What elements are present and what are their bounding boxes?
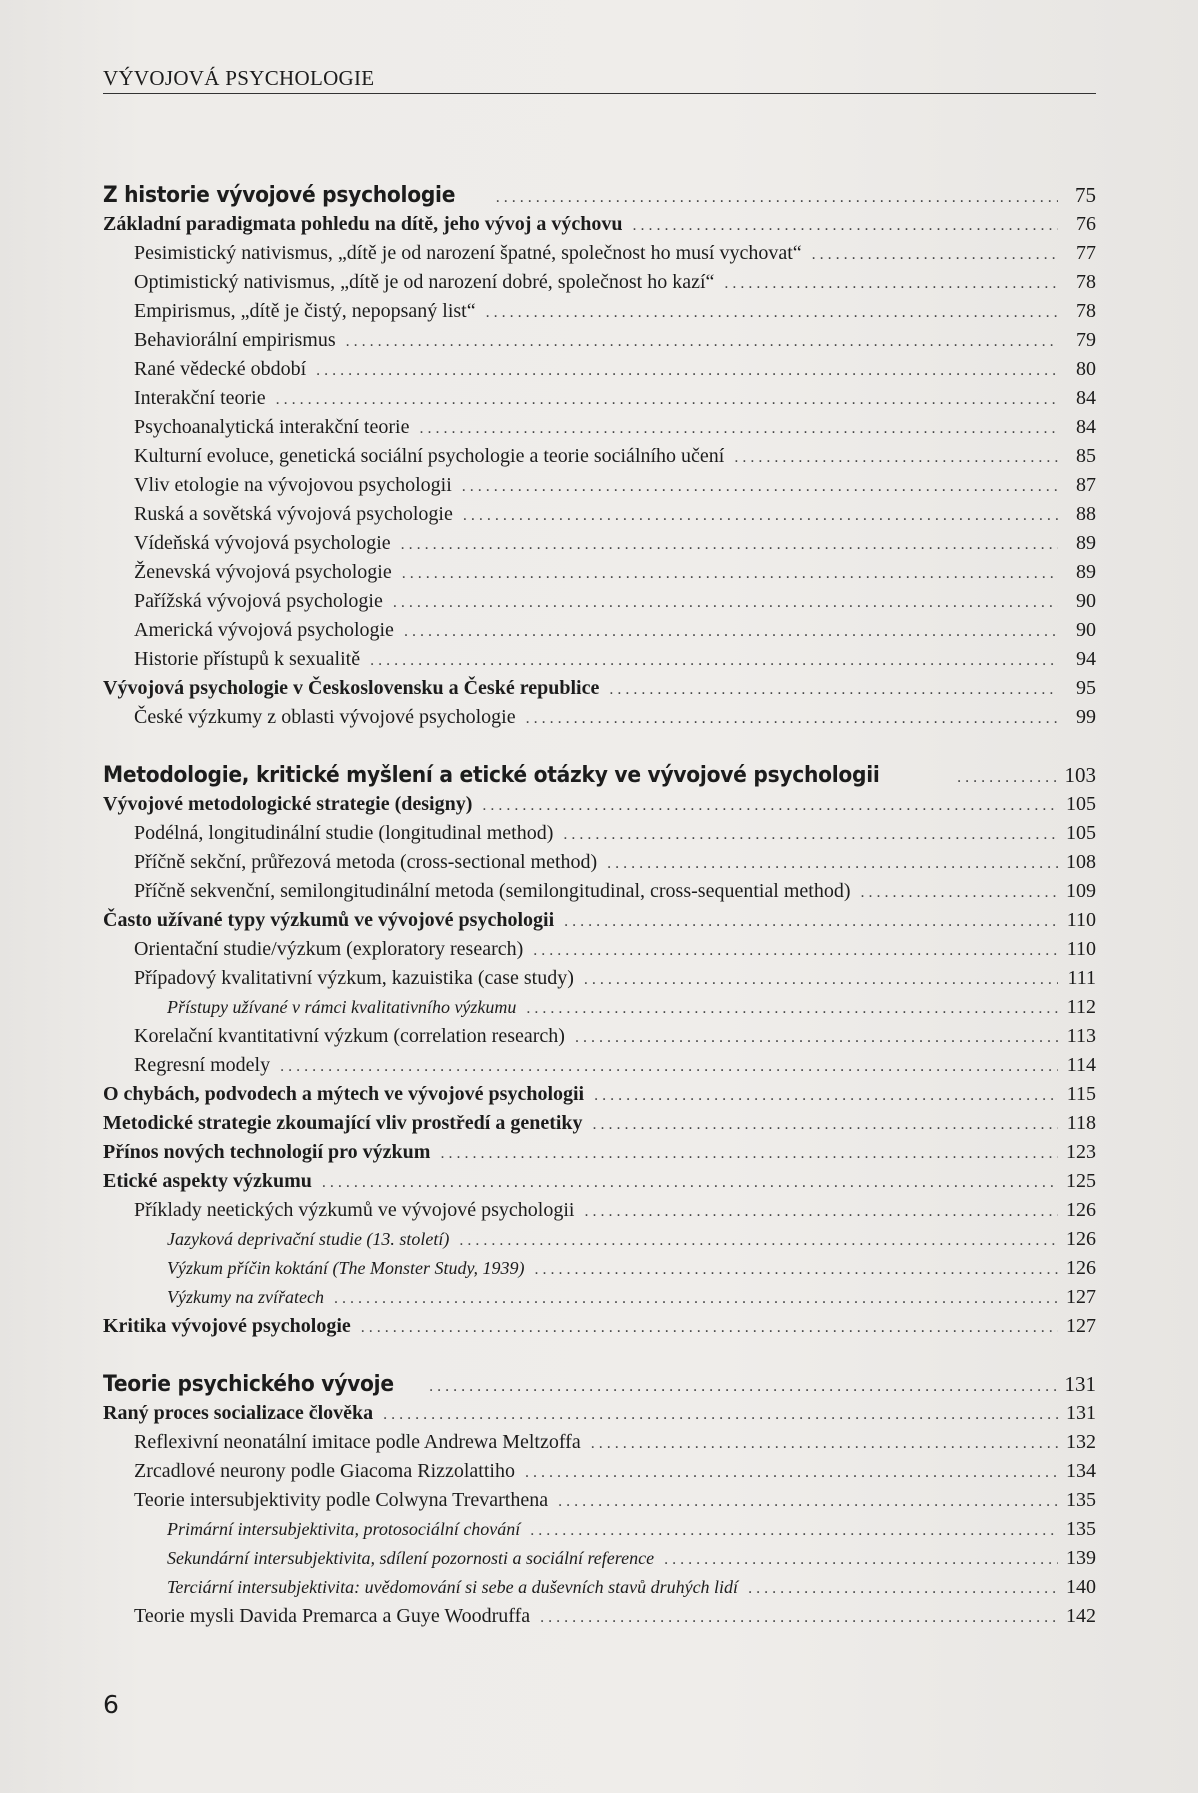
dot-leader (584, 1197, 1058, 1226)
toc-subsubsection-title: Výzkumy na zvířatech (167, 1287, 324, 1307)
toc-subsubsection-page: 139 (1066, 1547, 1096, 1569)
dot-leader (496, 183, 1058, 212)
toc-subsection (103, 1457, 1096, 1486)
toc-subsubsection-page: 135 (1066, 1518, 1096, 1540)
toc-subsection-page: 110 (1066, 938, 1096, 960)
toc-subsection-page: 135 (1066, 1489, 1096, 1511)
toc-subsection (103, 297, 1096, 326)
toc-subsection-title: Příčně sekvenční, semilongitudinální metoda (semilongitudinal, cross-sequential method) (134, 880, 851, 902)
toc-section (103, 906, 1096, 935)
running-head: VÝVOJOVÁ PSYCHOLOGIE (103, 66, 375, 90)
toc-subsection (103, 1196, 1096, 1225)
dot-leader (393, 588, 1058, 617)
toc-subsection-page: 85 (1076, 445, 1096, 467)
toc-subsubsection (103, 1573, 1096, 1602)
toc-subsection-title: Příklady neetických výzkumů ve vývojové psychologii (134, 1199, 575, 1221)
toc-subsubsection-page: 140 (1066, 1576, 1096, 1598)
dot-leader (316, 356, 1058, 385)
dot-leader (748, 1574, 1058, 1603)
toc-subsection-title: Ženevská vývojová psychologie (134, 561, 392, 583)
dot-leader (534, 1255, 1058, 1284)
toc-subsubsection (103, 1515, 1096, 1544)
toc-section (103, 1399, 1096, 1428)
toc-section-page: 105 (1066, 793, 1096, 815)
toc-section (103, 1167, 1096, 1196)
dot-leader (724, 269, 1058, 298)
toc-section (103, 1080, 1096, 1109)
toc-section-page: 76 (1076, 213, 1096, 235)
dot-leader (563, 820, 1058, 849)
toc-subsubsection-title: Primární intersubjektivita, protosociální chování (167, 1519, 521, 1539)
dot-leader (558, 1487, 1058, 1516)
toc-subsection-page: 109 (1066, 880, 1096, 902)
toc-subsubsection-page: 126 (1066, 1257, 1096, 1279)
toc-subsection-title: Teorie intersubjektivity podle Colwyna Trevarthena (134, 1489, 549, 1511)
section-gap (103, 732, 1096, 761)
toc-subsection-page: 108 (1066, 851, 1096, 873)
dot-leader (594, 1081, 1058, 1110)
toc-subsubsection (103, 1283, 1096, 1312)
toc-subsection-title: Vliv etologie na vývojovou psychologii (134, 474, 452, 496)
dot-leader (861, 878, 1058, 907)
toc-subsection-title: Reflexivní neonatální imitace podle Andrewa Meltzoffa (134, 1431, 581, 1453)
toc-subsection (103, 1486, 1096, 1515)
toc-section-title: Etické aspekty výzkumu (103, 1170, 312, 1192)
dot-leader (429, 1372, 1056, 1401)
toc-subsection (103, 848, 1096, 877)
toc-chapter (103, 1370, 1096, 1399)
toc-subsubsection-title: Jazyková deprivační studie (13. století) (167, 1229, 450, 1249)
toc-subsection-title: Empirismus, „dítě je čistý, nepopsaný list“ (134, 300, 476, 322)
toc-subsubsection (103, 993, 1096, 1022)
dot-leader (370, 646, 1058, 675)
toc-subsection (103, 877, 1096, 906)
dot-leader (361, 1313, 1058, 1342)
toc-subsubsection (103, 1254, 1096, 1283)
toc-subsection (103, 819, 1096, 848)
toc-subsection-page: 134 (1066, 1460, 1096, 1482)
toc-subsection-title: České výzkumy z oblasti vývojové psychologie (134, 706, 516, 728)
dot-leader (533, 936, 1058, 965)
toc-subsubsection-page: 126 (1066, 1228, 1096, 1250)
toc-chapter-title: Z historie vývojové psychologie (103, 183, 456, 208)
toc-subsection (103, 442, 1096, 471)
toc-subsection (103, 964, 1096, 993)
toc-subsection-page: 90 (1076, 619, 1096, 641)
toc-subsection (103, 935, 1096, 964)
toc-section-page: 131 (1066, 1402, 1096, 1424)
toc-subsection (103, 384, 1096, 413)
dot-leader (530, 1516, 1058, 1545)
toc-subsection (103, 268, 1096, 297)
toc-subsection (103, 529, 1096, 558)
toc-subsection-page: 132 (1066, 1431, 1096, 1453)
dot-leader (280, 1052, 1058, 1081)
dot-leader (462, 472, 1058, 501)
toc-chapter-title: Metodologie, kritické myšlení a etické otázky ve vývojové psychologii (103, 763, 880, 788)
table-of-contents (103, 181, 1096, 1631)
toc-chapter-title: Teorie psychického vývoje (103, 1372, 394, 1397)
toc-chapter-page: 103 (1064, 763, 1096, 787)
toc-subsubsection (103, 1544, 1096, 1573)
toc-subsection-title: Optimistický nativismus, „dítě je od narození dobré, společnost ho kazí“ (134, 271, 715, 293)
dot-leader (276, 385, 1058, 414)
toc-subsection-title: Kulturní evoluce, genetická sociální psychologie a teorie sociálního učení (134, 445, 725, 467)
toc-subsection-page: 99 (1076, 706, 1096, 728)
toc-subsection-page: 89 (1076, 532, 1096, 554)
toc-subsection (103, 500, 1096, 529)
toc-subsection-page: 80 (1076, 358, 1096, 380)
toc-section-page: 118 (1066, 1112, 1096, 1134)
toc-section (103, 1312, 1096, 1341)
toc-subsection-title: Vídeňská vývojová psychologie (134, 532, 391, 554)
toc-section (103, 210, 1096, 239)
dot-leader (486, 298, 1058, 327)
toc-subsection-title: Orientační studie/výzkum (exploratory research) (134, 938, 524, 960)
toc-subsection-page: 84 (1076, 416, 1096, 438)
toc-subsection (103, 616, 1096, 645)
toc-subsection-page: 111 (1067, 967, 1096, 989)
toc-section-title: Základní paradigmata pohledu na dítě, jeho vývoj a výchovu (103, 213, 623, 235)
toc-chapter (103, 761, 1096, 790)
toc-subsection-title: Korelační kvantitativní výzkum (correlation research) (134, 1025, 565, 1047)
toc-subsection (103, 1428, 1096, 1457)
toc-subsection (103, 587, 1096, 616)
toc-subsection-title: Ruská a sovětská vývojová psychologie (134, 503, 453, 525)
toc-subsection-title: Zrcadlové neurony podle Giacoma Rizzolattiho (134, 1460, 515, 1482)
dot-leader (526, 994, 1058, 1023)
toc-subsection-page: 78 (1076, 300, 1096, 322)
toc-section-title: Vývojová psychologie v Československu a České republice (103, 677, 600, 699)
toc-subsection-page: 84 (1076, 387, 1096, 409)
dot-leader (734, 443, 1058, 472)
toc-section-title: O chybách, podvodech a mýtech ve vývojové psychologii (103, 1083, 585, 1105)
dot-leader (957, 763, 1056, 792)
dot-leader (525, 1458, 1058, 1487)
toc-subsection-title: Podélná, longitudinální studie (longitudinal method) (134, 822, 554, 844)
dot-leader (526, 704, 1058, 733)
toc-subsection-page: 114 (1066, 1054, 1096, 1076)
dot-leader (401, 530, 1058, 559)
dot-leader (564, 907, 1058, 936)
toc-subsection-title: Teorie mysli Davida Premarca a Guye Woodruffa (134, 1605, 531, 1627)
toc-subsubsection (103, 1225, 1096, 1254)
dot-leader (812, 240, 1058, 269)
toc-section-title: Často užívané typy výzkumů ve vývojové psychologii (103, 909, 555, 931)
toc-subsection-page: 105 (1066, 822, 1096, 844)
toc-chapter-page: 131 (1064, 1372, 1096, 1396)
dot-leader (463, 501, 1058, 530)
toc-subsection-title: Historie přístupů k sexualitě (134, 648, 361, 670)
toc-subsection (103, 645, 1096, 674)
toc-subsection-title: Interakční teorie (134, 387, 266, 409)
dot-leader (322, 1168, 1058, 1197)
toc-section-page: 123 (1066, 1141, 1096, 1163)
toc-subsection (103, 413, 1096, 442)
toc-subsubsection-title: Přístupy užívané v rámci kvalitativního výzkumu (167, 997, 517, 1017)
toc-subsection-page: 113 (1066, 1025, 1096, 1047)
dot-leader (664, 1545, 1058, 1574)
toc-subsection (103, 1051, 1096, 1080)
toc-subsubsection-title: Terciární intersubjektivita: uvědomování si sebe a duševních stavů druhých lidí (167, 1577, 739, 1597)
dot-leader (584, 965, 1058, 994)
toc-subsection (103, 1022, 1096, 1051)
toc-subsection-title: Psychoanalytická interakční teorie (134, 416, 410, 438)
toc-subsection-title: Americká vývojová psychologie (134, 619, 394, 641)
toc-subsection-title: Regresní modely (134, 1054, 271, 1076)
toc-subsection-title: Případový kvalitativní výzkum, kazuistika (case study) (134, 967, 574, 989)
dot-leader (575, 1023, 1058, 1052)
toc-subsection (103, 703, 1096, 732)
toc-subsection (103, 239, 1096, 268)
page-number: 6 (103, 1690, 119, 1719)
dot-leader (607, 849, 1058, 878)
toc-subsection (103, 326, 1096, 355)
dot-leader (540, 1603, 1058, 1632)
toc-section (103, 1138, 1096, 1167)
toc-section (103, 790, 1096, 819)
toc-section-page: 127 (1066, 1315, 1096, 1337)
toc-section-title: Přínos nových technologií pro výzkum (103, 1141, 431, 1163)
dot-leader (593, 1110, 1058, 1139)
section-gap (103, 1341, 1096, 1370)
toc-subsubsection-page: 127 (1066, 1286, 1096, 1308)
toc-subsection-page: 88 (1076, 503, 1096, 525)
toc-section-title: Metodické strategie zkoumající vliv prostředí a genetiky (103, 1112, 583, 1134)
dot-leader (346, 327, 1058, 356)
toc-chapter (103, 181, 1096, 210)
toc-section-page: 110 (1066, 909, 1096, 931)
toc-section-title: Kritika vývojové psychologie (103, 1315, 351, 1337)
toc-subsection-title: Pařížská vývojová psychologie (134, 590, 383, 612)
dot-leader (383, 1400, 1058, 1429)
toc-subsection-title: Pesimistický nativismus, „dítě je od narození špatné, společnost ho musí vychovat“ (134, 242, 802, 264)
toc-subsection-page: 87 (1076, 474, 1096, 496)
toc-subsection (103, 1602, 1096, 1631)
toc-subsection-title: Příčně sekční, průřezová metoda (cross-sectional method) (134, 851, 598, 873)
toc-subsubsection-title: Výzkum příčin koktání (The Monster Study, 1939) (167, 1258, 525, 1278)
header-rule (103, 93, 1096, 94)
dot-leader (482, 791, 1058, 820)
dot-leader (459, 1226, 1058, 1255)
toc-section (103, 674, 1096, 703)
dot-leader (633, 211, 1058, 240)
toc-subsection-page: 89 (1076, 561, 1096, 583)
dot-leader (419, 414, 1058, 443)
toc-subsection-page: 79 (1076, 329, 1096, 351)
toc-subsection (103, 471, 1096, 500)
toc-subsection-page: 142 (1066, 1605, 1096, 1627)
dot-leader (404, 617, 1058, 646)
toc-subsection-title: Rané vědecké období (134, 358, 307, 380)
toc-subsection (103, 355, 1096, 384)
toc-chapter-page: 75 (1075, 183, 1096, 207)
toc-section-title: Raný proces socializace člověka (103, 1402, 374, 1424)
dot-leader (440, 1139, 1058, 1168)
dot-leader (609, 675, 1058, 704)
toc-section (103, 1109, 1096, 1138)
dot-leader (334, 1284, 1058, 1313)
toc-section-page: 95 (1076, 677, 1096, 699)
toc-section-title: Vývojové metodologické strategie (designy) (103, 793, 473, 815)
toc-section-page: 115 (1066, 1083, 1096, 1105)
toc-subsection-page: 77 (1076, 242, 1096, 264)
toc-subsection-page: 94 (1076, 648, 1096, 670)
toc-subsection (103, 558, 1096, 587)
toc-subsection-page: 126 (1066, 1199, 1096, 1221)
toc-section-page: 125 (1066, 1170, 1096, 1192)
toc-subsection-page: 78 (1076, 271, 1096, 293)
toc-subsubsection-title: Sekundární intersubjektivita, sdílení pozornosti a sociální reference (167, 1548, 655, 1568)
toc-subsection-page: 90 (1076, 590, 1096, 612)
toc-subsubsection-page: 112 (1066, 996, 1096, 1018)
toc-subsection-title: Behaviorální empirismus (134, 329, 336, 351)
dot-leader (591, 1429, 1058, 1458)
dot-leader (402, 559, 1058, 588)
